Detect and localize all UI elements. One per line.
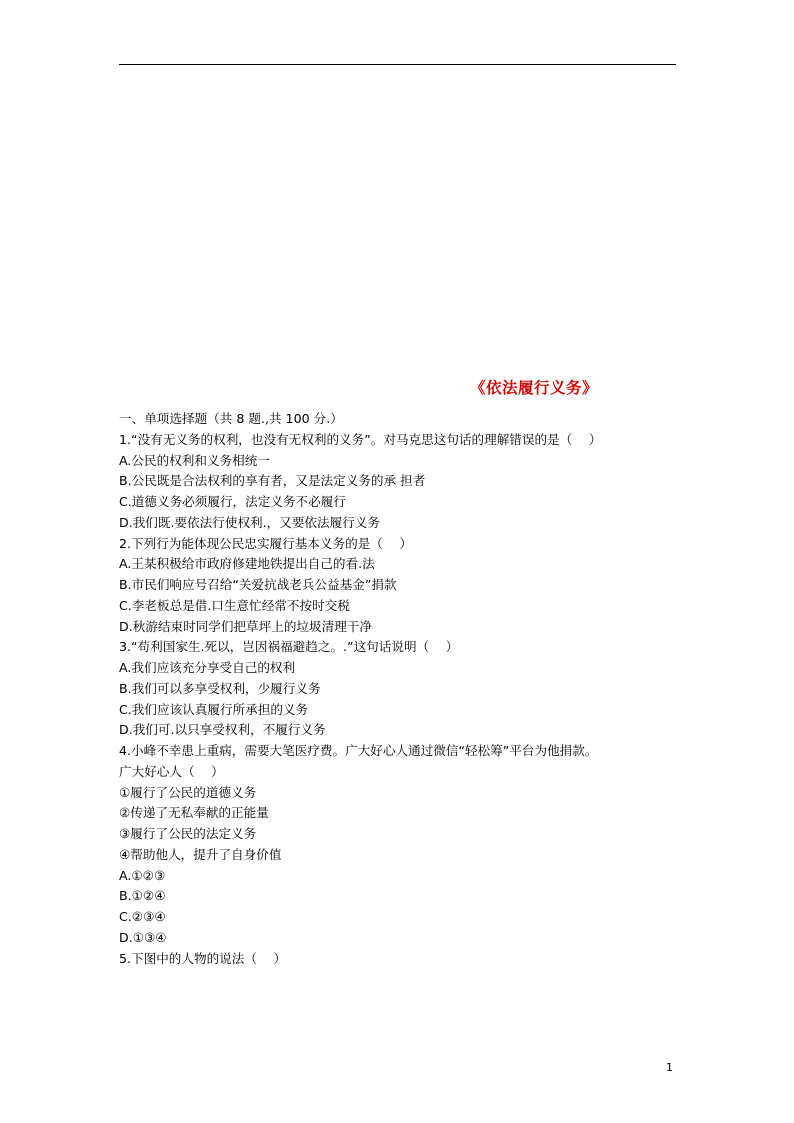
question-3-option-c: C.我们应该认真履行所承担的义务 xyxy=(119,701,309,717)
question-3-option-d: D.我们可.以只享受权利，不履行义务 xyxy=(119,722,326,738)
question-3-stem: 3.“苟利国家生.死以，岂因祸福避趋之。.”这句话说明（ ） xyxy=(119,639,459,655)
question-1-option-c: C.道德义务必须履行，法定义务不必履行 xyxy=(119,494,346,509)
question-3-option-b: B.我们可以多享受权利，少履行义务 xyxy=(119,680,321,696)
question-4-statement-2: ②传递了无私奉献的正能量 xyxy=(119,805,269,821)
question-2-option-d: D.秋游结束时同学们把草坪上的垃圾清理干净 xyxy=(119,618,372,634)
question-1-stem: 1.“没有无义务的权利，也没有无权利的义务”。对马克思这句话的理解错误的是（ ） xyxy=(119,431,602,447)
question-2-option-c: C.李老板总是借.口生意忙经常不按时交税 xyxy=(119,597,350,613)
header-rule xyxy=(119,64,676,65)
question-4-option-b: B.①②④ xyxy=(119,888,166,904)
question-4-stem-continued: 广大好心人（ ） xyxy=(119,763,224,779)
question-content xyxy=(119,409,699,969)
question-4-stem: 4.小峰不幸患上重病，需要大笔医疗费。广大好心人通过微信“轻松筹”平台为他捐款。 xyxy=(119,743,598,758)
document-title: 《依法履行义务》 xyxy=(470,379,599,397)
question-4-statement-1: ①履行了公民的道德义务 xyxy=(119,784,257,800)
question-2-option-a: A.王某积极给市政府修建地铁提出自己的看.法 xyxy=(119,556,375,572)
section-heading: 一、单项选择题（共 8 题.,共 100 分.） xyxy=(119,411,343,426)
question-4-statement-3: ③履行了公民的法定义务 xyxy=(119,826,257,841)
question-4-option-c: C.②③④ xyxy=(119,909,166,924)
question-2-option-b: B.市民们响应号召给“关爱抗战老兵公益基金”捐款 xyxy=(119,577,397,592)
question-4-option-a: A.①②③ xyxy=(119,867,166,883)
question-1-option-d: D.我们既.要依法行使权利.，又要依法履行义务 xyxy=(119,514,380,530)
question-4-option-d: D.①③④ xyxy=(119,929,167,945)
question-1-option-a: A.公民的权利和义务相统一 xyxy=(119,452,270,468)
question-3-option-a: A.我们应该充分享受自己的权利 xyxy=(119,660,296,675)
question-1-option-b: B.公民既是合法权利的享有者，又是法定义务的承 担者 xyxy=(119,473,426,489)
question-2-stem: 2.下列行为能体现公民忠实履行基本义务的是（ ） xyxy=(119,535,413,551)
page-number: 1 xyxy=(666,1061,673,1074)
question-4-statement-4: ④帮助他人，提升了自身价值 xyxy=(119,846,282,862)
question-5-stem: 5.下图中的人物的说法（ ） xyxy=(119,950,287,966)
